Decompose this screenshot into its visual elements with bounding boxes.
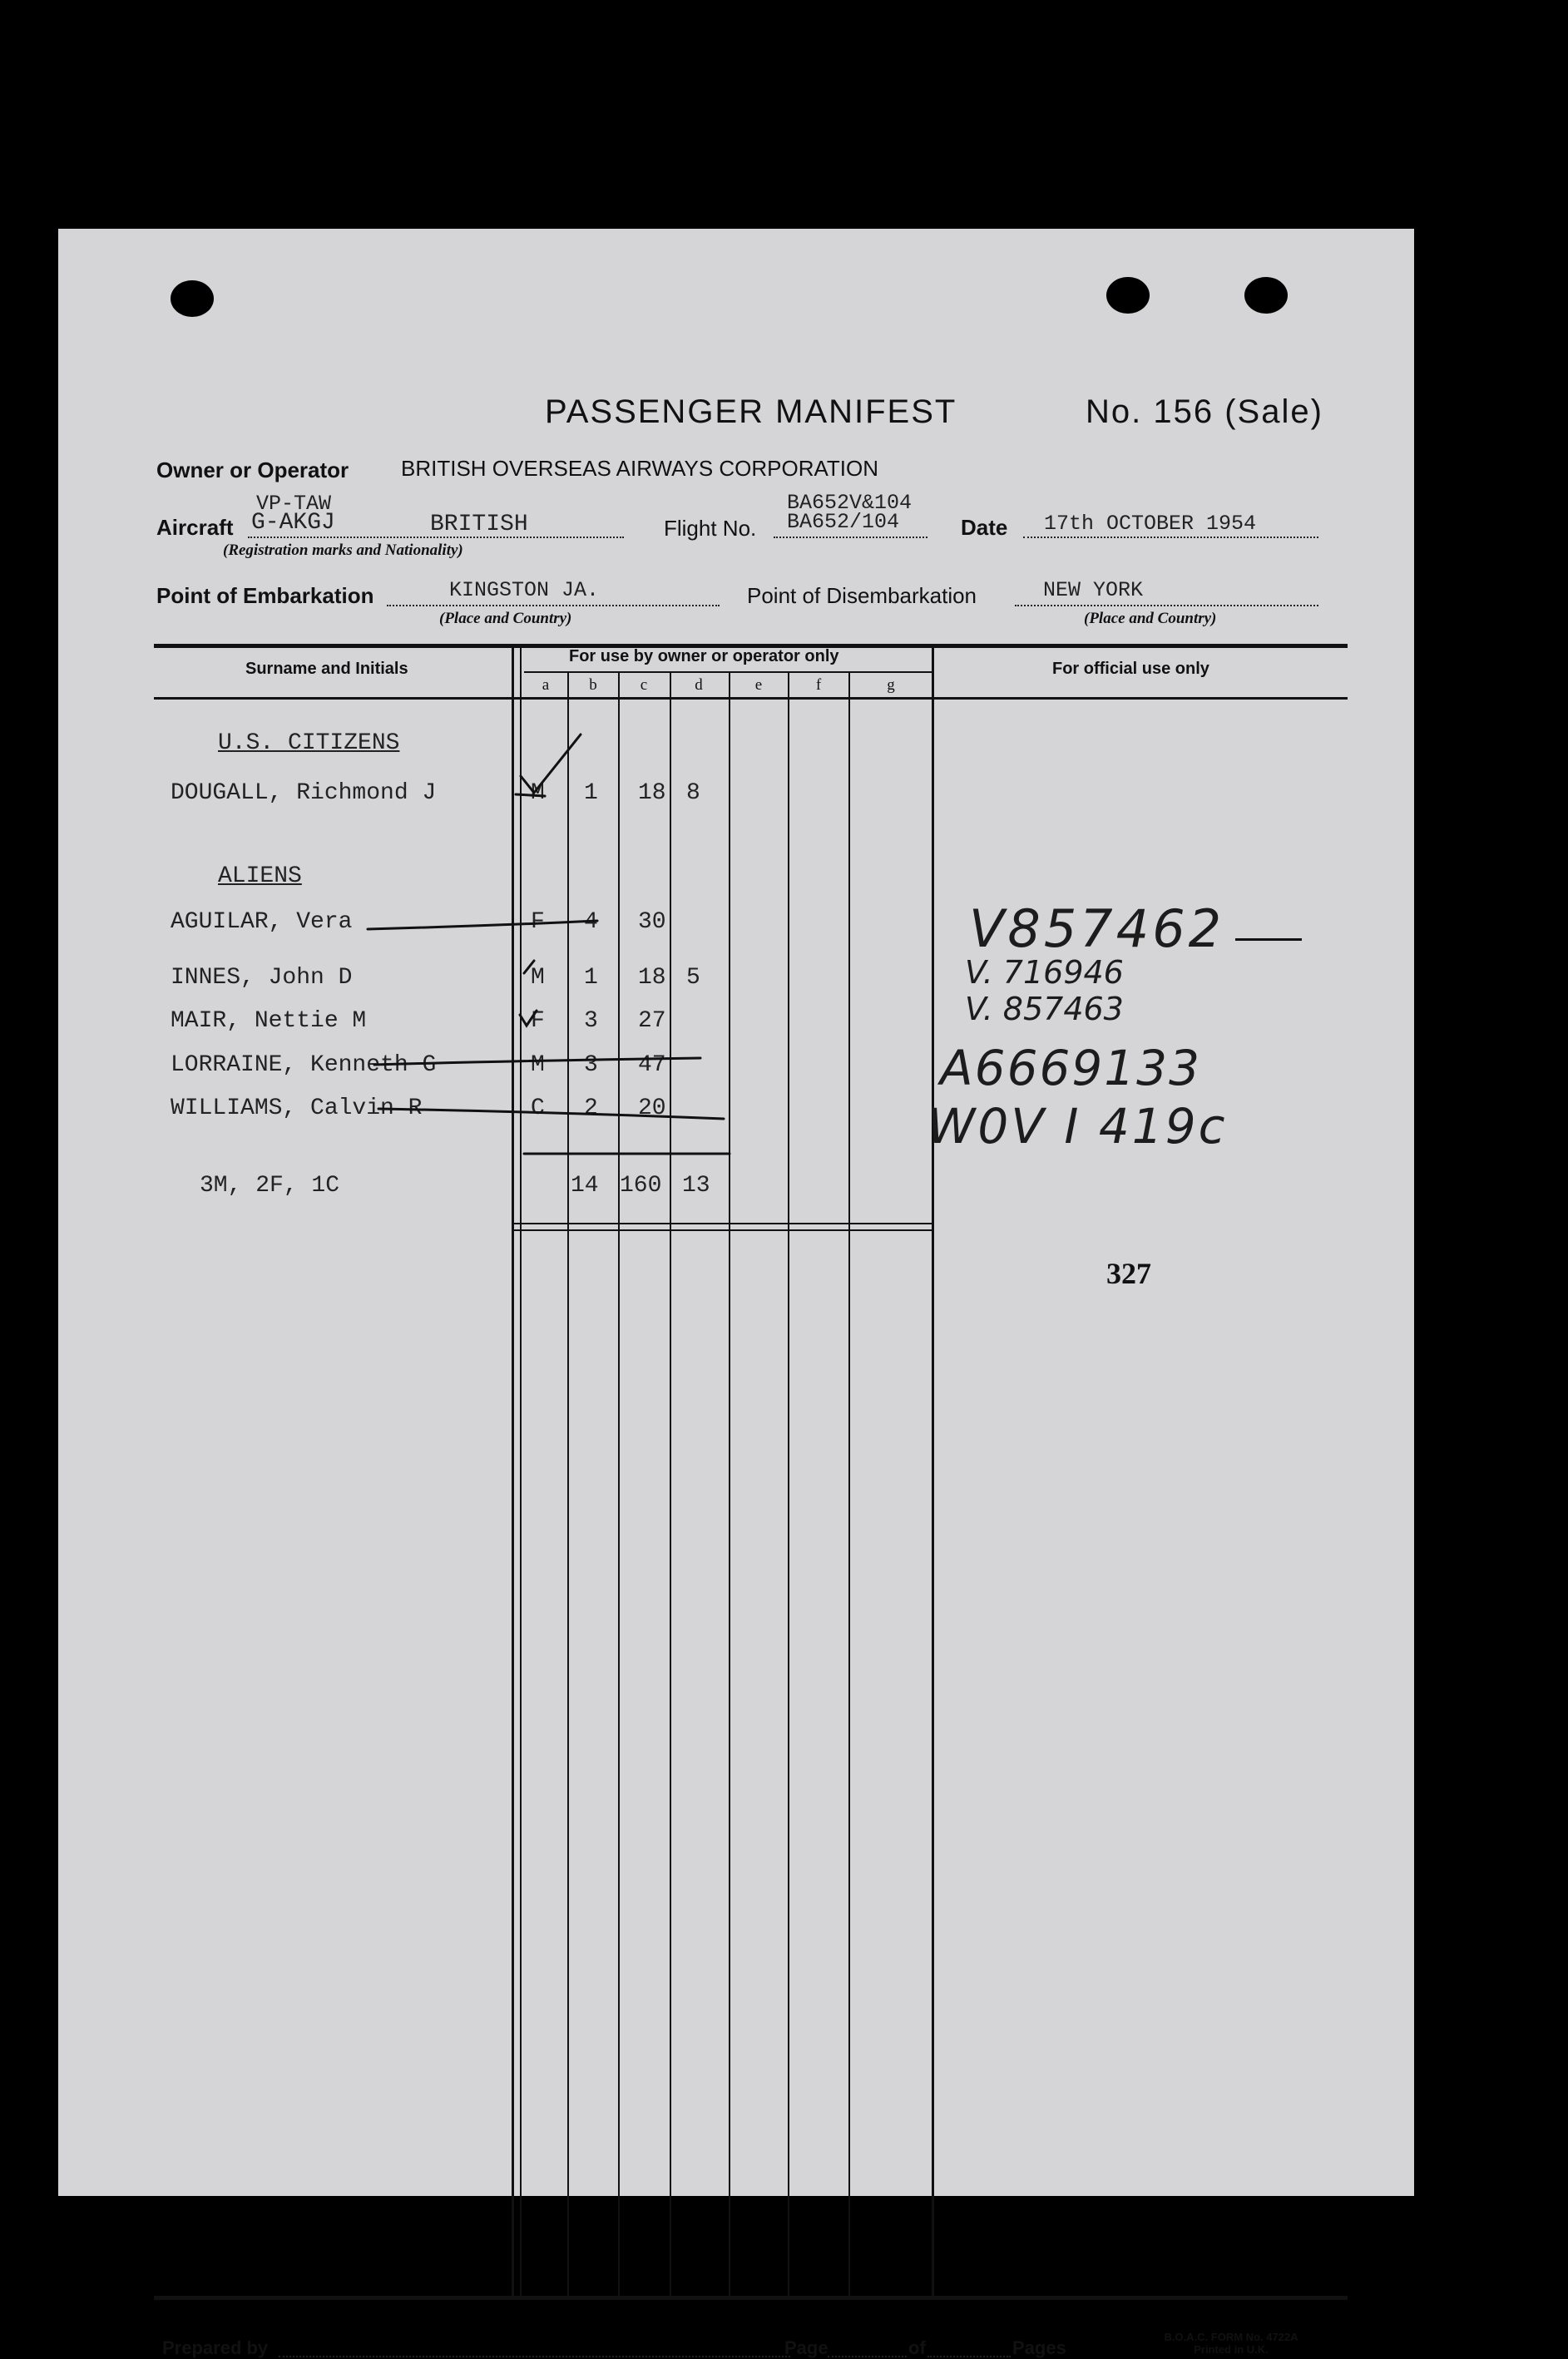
totals-label: 3M, 2F, 1C [200, 1173, 340, 1199]
col-line-ab [567, 671, 569, 2299]
col-line-ef [788, 671, 789, 2299]
official-note-5: W0V I 419c [927, 1098, 1228, 1155]
col-line-left [512, 648, 514, 2299]
passenger-col-c: 18 [638, 965, 666, 991]
embarkation-underline [387, 605, 720, 606]
owner-label: Owner or Operator [156, 457, 349, 482]
passenger-col-b: 3 [584, 1008, 598, 1034]
official-note-4: A6669133 [940, 1040, 1201, 1096]
date-underline [1023, 537, 1318, 538]
totals-col-d: 13 [682, 1173, 710, 1199]
passenger-name: AGUILAR, Vera [171, 909, 353, 935]
aircraft-registration-above: VP-TAW [256, 492, 332, 516]
passenger-col-a: M [531, 1052, 545, 1078]
page-title: PASSENGER MANIFEST [545, 393, 957, 430]
passenger-name: LORRAINE, Kenneth G [171, 1052, 437, 1078]
totals-rule-1 [514, 1223, 934, 1224]
passenger-col-c: 30 [638, 909, 666, 935]
of-underline [927, 2356, 1011, 2357]
prepared-by-underline [279, 2356, 790, 2357]
operator-header: For use by owner or operator only [569, 647, 839, 665]
totals-rule-2 [514, 1229, 934, 1231]
totals-col-c: 160 [620, 1173, 662, 1199]
prepared-by-label: Prepared by [162, 2337, 269, 2358]
embarkation-caption: (Place and Country) [439, 610, 572, 627]
section-aliens: ALIENS [218, 863, 302, 889]
passenger-name: DOUGALL, Richmond J [171, 780, 437, 806]
flight-number-above: BA652V&104 [787, 491, 913, 515]
passenger-col-c: 47 [638, 1052, 666, 1078]
table-header-rule [154, 697, 1348, 700]
section-us-citizens: U.S. CITIZENS [218, 730, 400, 756]
date-value: 17th OCTOBER 1954 [1044, 512, 1257, 536]
col-header-c: c [640, 676, 648, 694]
aircraft-label: Aircraft [156, 515, 234, 540]
official-header: For official use only [1052, 660, 1209, 678]
col-line-right [932, 648, 934, 2299]
passenger-col-c: 27 [638, 1008, 666, 1034]
passenger-col-d: 5 [686, 965, 700, 991]
totals-col-b: 14 [571, 1173, 599, 1199]
stamp-number: 327 [1106, 1257, 1151, 1290]
aircraft-nationality: BRITISH [430, 512, 528, 537]
manifest-sheet [58, 229, 1414, 2358]
owner-value: BRITISH OVERSEAS AIRWAYS CORPORATION [401, 456, 879, 481]
col-line-left-2 [520, 648, 522, 2299]
passenger-col-b: 2 [584, 1095, 598, 1121]
page-label: Page [784, 2337, 829, 2358]
col-header-a: a [542, 676, 550, 694]
passenger-col-a: F [531, 1008, 545, 1034]
of-label: of [908, 2337, 926, 2358]
date-label: Date [961, 515, 1008, 540]
embarkation-label: Point of Embarkation [156, 583, 374, 608]
col-line-de [729, 671, 730, 2299]
passenger-name: INNES, John D [171, 965, 353, 991]
col-line-bc [618, 671, 620, 2299]
official-note-1: V857462 [969, 898, 1225, 959]
punch-hole-right-1 [1106, 277, 1150, 314]
flight-underline [774, 537, 927, 538]
passenger-col-a: F [531, 909, 545, 935]
col-line-fg [848, 671, 850, 2299]
manifest-number: No. 156 (Sale) [1086, 393, 1323, 430]
form-number: B.O.A.C. FORM No. 4722A [1164, 2331, 1298, 2343]
passenger-col-c: 18 [638, 780, 666, 806]
surname-header: Surname and Initials [245, 660, 408, 678]
passenger-col-b: 4 [584, 909, 598, 935]
passenger-col-a: M [531, 780, 545, 806]
disembarkation-value: NEW YORK [1043, 578, 1144, 602]
flight-label: Flight No. [664, 516, 757, 541]
disembarkation-label: Point of Disembarkation [747, 583, 977, 608]
pages-label: Pages [1012, 2337, 1066, 2358]
col-header-e: e [754, 676, 763, 694]
official-note-3: V. 857463 [965, 991, 1124, 1027]
col-line-cd [670, 671, 671, 2299]
punch-hole-right-2 [1244, 277, 1288, 314]
official-note-2: V. 716946 [965, 954, 1124, 991]
passenger-col-d: 8 [686, 780, 700, 806]
disembarkation-caption: (Place and Country) [1084, 610, 1217, 627]
official-note-1-underline [1235, 938, 1302, 941]
passenger-col-c: 20 [638, 1095, 666, 1121]
aircraft-caption: (Registration marks and Nationality) [223, 542, 463, 559]
passenger-name: WILLIAMS, Calvin R [171, 1095, 423, 1121]
aircraft-registration: G-AKGJ [251, 510, 335, 536]
punch-hole-left [171, 280, 214, 317]
disembarkation-underline [1015, 605, 1318, 606]
passenger-col-a: C [531, 1095, 545, 1121]
col-header-g: g [887, 676, 895, 694]
passenger-col-b: 1 [584, 965, 598, 991]
passenger-col-b: 3 [584, 1052, 598, 1078]
col-header-b: b [589, 676, 597, 694]
aircraft-underline [248, 537, 624, 538]
printed-in: Printed in U.K. [1194, 2343, 1269, 2356]
page-underline [828, 2356, 907, 2357]
col-header-d: d [695, 676, 703, 694]
passenger-col-a: M [531, 965, 545, 991]
table-bottom-rule [154, 2296, 1348, 2300]
col-header-f: f [815, 676, 822, 694]
passenger-col-b: 1 [584, 780, 598, 806]
passenger-name: MAIR, Nettie M [171, 1008, 367, 1034]
flight-number: BA652/104 [787, 510, 900, 534]
embarkation-value: KINGSTON JA. [449, 578, 600, 602]
